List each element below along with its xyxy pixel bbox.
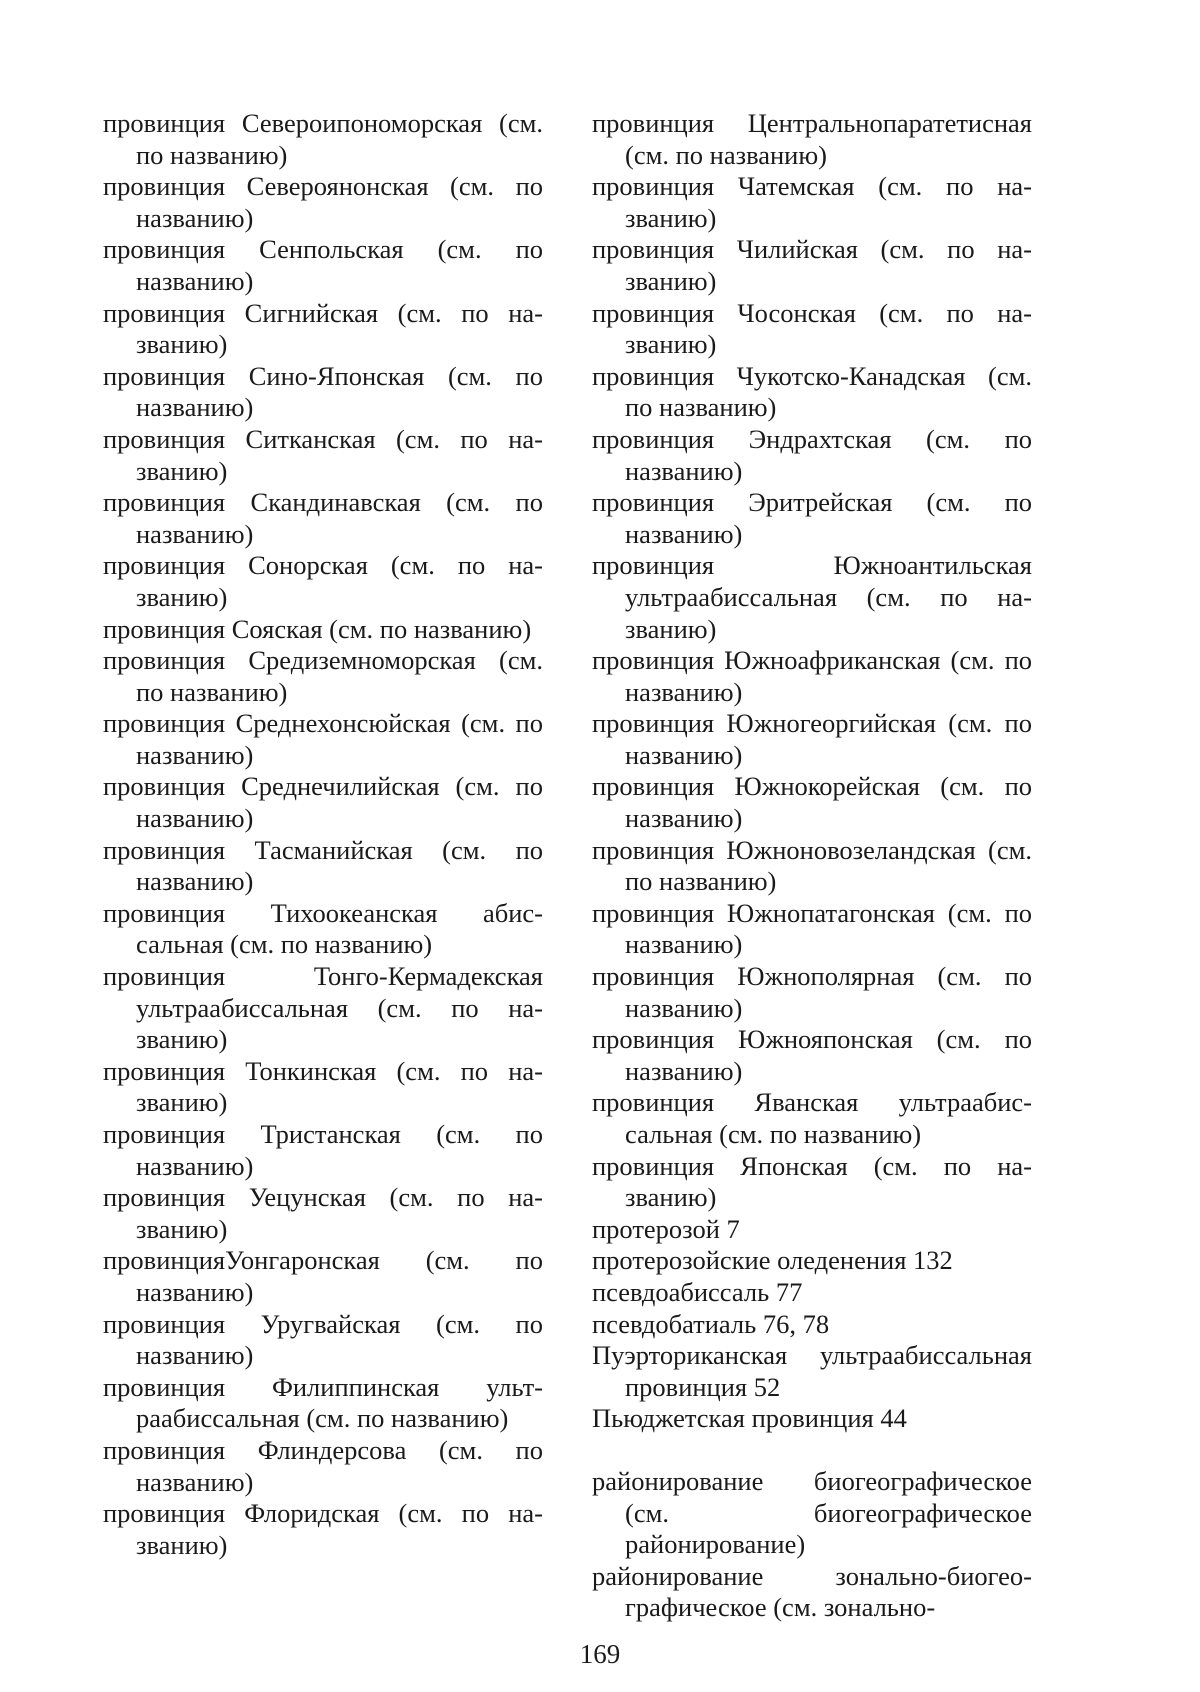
index-entry: провинция Скандинавская (см. по названию) [103, 487, 543, 549]
index-entry: районирование зонально-биогеографическое (см. зонально- [592, 1560, 1032, 1623]
index-entry: провинция Ситканская (см. по названию) [103, 423, 543, 486]
index-entry: провинция Сенпольская (см. по названию) [103, 234, 543, 296]
index-entry: провинция Уецунская (см. по названию) [103, 1182, 543, 1244]
index-entry: провинция Сино-Японская (см. по названию) [103, 360, 543, 423]
index-entry: провинция Тихоокеанская абиссальная (см. по названию) [103, 897, 543, 960]
page-number: 169 [579, 1639, 621, 1669]
index-entry: провинция Североянонская (см. по названию) [103, 171, 543, 233]
index-entry: псевдобатиаль 76, 78 [592, 1308, 830, 1339]
index-entry: Пуэрториканская ультраабиссальная провинция 52 [592, 1340, 1032, 1402]
index-entry: провинция Среднечилийская (см. по названию) [103, 771, 543, 834]
index-entry: провинция Чатемская (см. по названию) [592, 171, 1032, 233]
index-entry: провинция Южнопатагонская (см. по названию) [592, 897, 1032, 960]
index-entry: провинция Средиземноморская (см. по названию) [103, 645, 543, 707]
index-entry: провинция Уругвайская (см. по названию) [103, 1308, 543, 1371]
index-entry: районирование биогеографическое (см. биогеографическое районирование) [592, 1465, 1032, 1560]
index-entry: провинция Сонорская (см. по названию) [103, 550, 543, 612]
index-entry: провинция Чилийская (см. по названию) [592, 234, 1032, 296]
index-entry: провинция Эндрахтская (см. по названию) [592, 423, 1032, 486]
index-entry: провинция Южногеоргийская (см. по названию) [592, 708, 1032, 770]
index-entry: провинция Тристанская (см. по названию) [103, 1119, 543, 1181]
index-entry: провинция Южноантильская ультраабиссальная (см. по названию) [592, 550, 1032, 644]
index-entry: провинция Сигнийская (см. по названию) [103, 297, 543, 360]
index-entry: провинция Центральнопаратетисная (см. по названию) [592, 108, 1032, 170]
index-entry: провинция Среднехонсюйская (см. по названию) [103, 708, 543, 770]
index-entry: Пьюджетская провинция 44 [592, 1403, 907, 1434]
index-entry: провинцияУонгаронская (см. по названию) [103, 1245, 543, 1307]
index-entry: провинция Сояская (см. по названию) [103, 613, 532, 644]
index-entry: провинция Южнокорейская (см. по названию) [592, 771, 1032, 834]
index-entry: протерозойские оледенения 132 [592, 1245, 953, 1276]
right-column [592, 108, 1032, 1624]
index-entry: провинция Южноафриканская (см. по названию) [592, 645, 1032, 707]
index-entry: провинция Филиппинская ультраабиссальная (см. по названию) [103, 1371, 543, 1434]
index-entry: провинция Флоридская (см. по названию) [103, 1498, 543, 1560]
index-entry: провинция Чукотско-Канадская (см. по названию) [592, 360, 1032, 423]
index-entry: провинция Японская (см. по названию) [592, 1150, 1032, 1213]
index-entry: провинция Тонкинская (см. по названию) [103, 1055, 543, 1118]
index-entry: провинция Североипономорская (см. по названию) [103, 108, 543, 170]
index-entry: провинция Южноновозеландская (см. по названию) [592, 834, 1032, 897]
index-entry: провинция Тасманийская (см. по названию) [103, 834, 543, 897]
index-entry: провинция Флиндерсова (см. по названию) [103, 1434, 543, 1497]
index-entry: провинция Яванская ультраабиссальная (см. по названию) [592, 1087, 1032, 1149]
index-entry: псевдоабиссаль 77 [592, 1276, 803, 1307]
index-entry: провинция Южнополярная (см. по названию) [592, 961, 1032, 1023]
index-entry: провинция Тонго-Кермадекская ультраабиссальная (см. по названию) [103, 961, 543, 1055]
index-entry: провинция Южнояпонская (см. по названию) [592, 1024, 1032, 1086]
index-entry: протерозой 7 [592, 1213, 740, 1244]
left-column [103, 108, 543, 1561]
index-entry: провинция Чосонская (см. по названию) [592, 297, 1032, 360]
index-entry: провинция Эритрейская (см. по названию) [592, 487, 1032, 549]
